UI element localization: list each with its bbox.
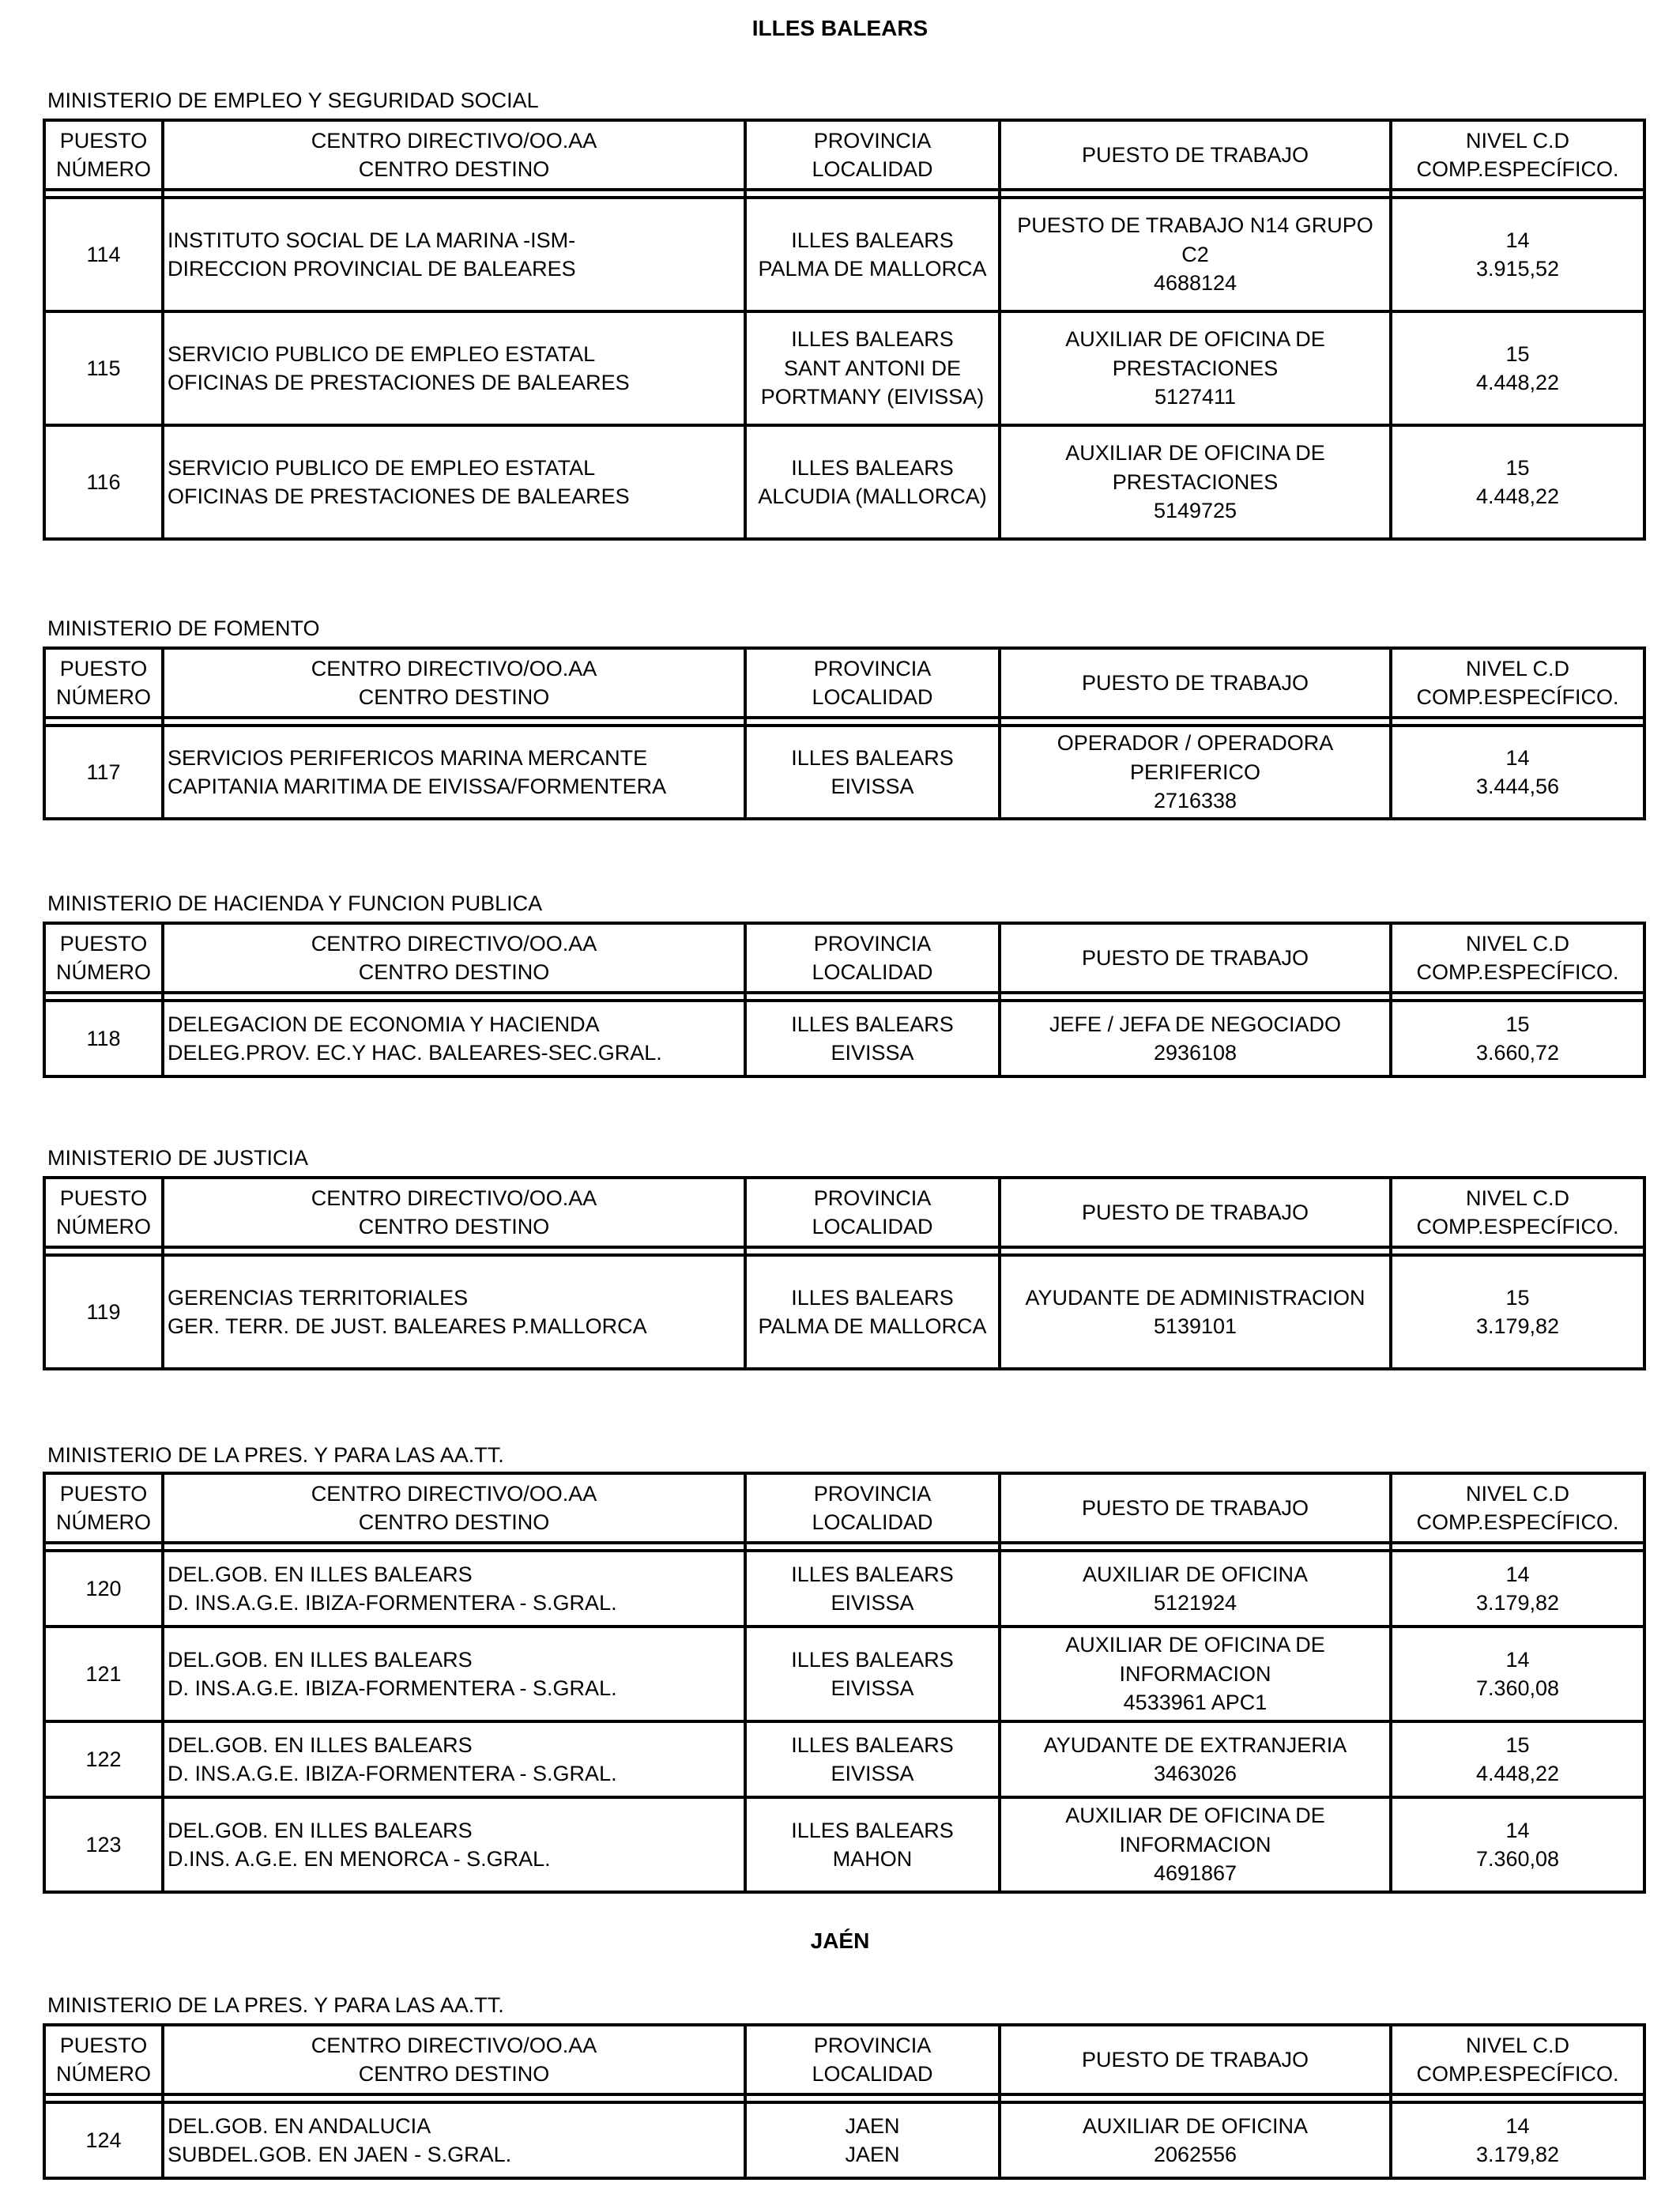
positions-table [43,1176,1646,1370]
comp-especifico: 4.448,22 [1475,371,1560,394]
codigo-puesto: 2062556 [1153,2143,1237,2166]
ministry-name: MINISTERIO DE FOMENTO [47,616,320,640]
header-centro-directivo: CENTRO DIRECTIVO/OO.AA [311,128,597,153]
centro-destino: D. INS.A.G.E. IBIZA-FORMENTERA - S.GRAL. [168,1762,617,1785]
provincia: ILLES BALEARS [791,228,954,252]
table-header [44,648,1644,718]
header-provincia-localidad [745,120,1000,190]
comp-especifico: 3.179,82 [1475,1314,1560,1338]
nivel-cell [1391,1627,1644,1721]
positions-table [43,2023,1646,2180]
puesto-cell [1000,1001,1391,1076]
puesto-numero: 119 [44,1255,163,1369]
header-puesto-trabajo: PUESTO DE TRABAJO [1000,1178,1391,1247]
table-row [44,1255,1644,1369]
comp-especifico: 4.448,22 [1475,484,1560,508]
codigo-puesto: 5139101 [1153,1314,1237,1338]
provincia-cell [745,1001,1000,1076]
centro-cell [163,311,745,425]
header-numero: NÚMERO [56,2062,151,2086]
puesto-trabajo: OPERADOR / OPERADORA PERIFERICO [1057,731,1334,784]
centro-destino: D. INS.A.G.E. IBIZA-FORMENTERA - S.GRAL. [168,1591,617,1615]
puesto-numero: 123 [44,1797,163,1892]
puesto-cell [1000,1255,1391,1369]
codigo-puesto: 2716338 [1153,789,1237,813]
header-provincia: PROVINCIA [813,2033,932,2057]
localidad: JAEN [845,2143,900,2166]
codigo-puesto: 4533961 APC1 [1123,1691,1268,1715]
ministry-name: MINISTERIO DE LA PRES. Y PARA LAS AA.TT. [47,1993,504,2017]
header-puesto-trabajo: PUESTO DE TRABAJO [1000,2025,1391,2094]
provincia: ILLES BALEARS [791,1647,954,1672]
header-puesto-trabajo: PUESTO DE TRABAJO [1000,120,1391,190]
header-nivel: NIVEL C.D [1465,2033,1570,2057]
localidad: ALCUDIA (MALLORCA) [758,484,987,508]
provincia: ILLES BALEARS [791,1285,954,1310]
centro-directivo: INSTITUTO SOCIAL DE LA MARINA -ISM- [168,228,576,252]
header-centro [163,2025,745,2094]
puesto-trabajo: AUXILIAR DE OFICINA DE PRESTACIONES [1065,441,1325,494]
table-header [44,923,1644,993]
centro-cell [163,1001,745,1076]
header-nivel-comp [1391,2025,1644,2094]
centro-cell [163,1551,745,1627]
header-centro-destino: CENTRO DESTINO [358,1215,550,1238]
comp-especifico: 3.660,72 [1475,1041,1560,1065]
puesto-numero: 120 [44,1551,163,1627]
header-centro [163,1473,745,1543]
nivel-cell [1391,2102,1644,2178]
header-centro-directivo: CENTRO DIRECTIVO/OO.AA [311,656,597,680]
centro-directivo: GERENCIAS TERRITORIALES [168,1285,469,1310]
region-title: JAÉN [810,1928,870,1953]
puesto-numero: 122 [44,1721,163,1797]
positions-table [43,119,1646,541]
header-nivel-comp [1391,923,1644,993]
comp-especifico: 3.444,56 [1475,775,1560,798]
nivel-cd: 14 [1505,745,1530,770]
nivel-cell [1391,198,1644,311]
header-nivel-comp [1391,120,1644,190]
header-centro-directivo: CENTRO DIRECTIVO/OO.AA [311,931,597,956]
centro-cell [163,1627,745,1721]
table-row [44,726,1644,819]
puesto-trabajo: AUXILIAR DE OFICINA DE INFORMACION [1065,1633,1325,1686]
puesto-trabajo: PUESTO DE TRABAJO N14 GRUPO C2 [1017,213,1373,266]
table-row [44,1001,1644,1076]
nivel-cell [1391,311,1644,425]
localidad: PALMA DE MALLORCA [758,257,987,281]
centro-directivo: DEL.GOB. EN ILLES BALEARS [168,1732,473,1757]
nivel-cell [1391,1721,1644,1797]
centro-directivo: DEL.GOB. EN ILLES BALEARS [168,1647,473,1672]
centro-directivo: SERVICIO PUBLICO DE EMPLEO ESTATAL [168,341,596,366]
localidad: EIVISSA [831,1591,914,1615]
header-comp: COMP.ESPECÍFICO. [1416,960,1619,984]
centro-destino: D.INS. A.G.E. EN MENORCA - S.GRAL. [168,1847,551,1871]
centro-directivo: DEL.GOB. EN ILLES BALEARS [168,1562,473,1586]
header-provincia-localidad [745,1473,1000,1543]
header-centro-destino: CENTRO DESTINO [358,960,550,984]
header-separator [44,718,1644,726]
header-nivel-comp [1391,1473,1644,1543]
centro-cell [163,2102,745,2178]
provincia-cell [745,726,1000,819]
centro-destino: DELEG.PROV. EC.Y HAC. BALEARES-SEC.GRAL. [168,1041,662,1065]
header-comp: COMP.ESPECÍFICO. [1416,1510,1619,1534]
codigo-puesto: 5121924 [1153,1591,1237,1615]
puesto-numero: 115 [44,311,163,425]
header-separator [44,190,1644,198]
header-comp: COMP.ESPECÍFICO. [1416,1215,1619,1238]
header-comp: COMP.ESPECÍFICO. [1416,157,1619,181]
nivel-cd: 15 [1505,455,1530,480]
nivel-cd: 14 [1505,1647,1530,1672]
centro-destino: SUBDEL.GOB. EN JAEN - S.GRAL. [168,2143,512,2166]
provincia-cell [745,1255,1000,1369]
localidad: EIVISSA [831,1041,914,1065]
table-header [44,1178,1644,1247]
header-nivel: NIVEL C.D [1465,1186,1570,1210]
centro-cell [163,198,745,311]
puesto-cell [1000,1797,1391,1892]
header-localidad: LOCALIDAD [812,960,933,984]
header-centro-directivo: CENTRO DIRECTIVO/OO.AA [311,1186,597,1210]
table-row [44,2102,1644,2178]
provincia: ILLES BALEARS [791,1012,954,1036]
header-provincia: PROVINCIA [813,1481,932,1506]
header-numero: NÚMERO [56,157,151,181]
header-localidad: LOCALIDAD [812,2062,933,2086]
nivel-cell [1391,1797,1644,1892]
centro-destino: GER. TERR. DE JUST. BALEARES P.MALLORCA [168,1314,647,1338]
puesto-trabajo: AUXILIAR DE OFICINA [1082,2113,1309,2138]
header-puesto-numero [44,2025,163,2094]
header-centro [163,648,745,718]
header-nivel-comp [1391,648,1644,718]
nivel-cd: 15 [1505,341,1530,366]
nivel-cd: 14 [1505,2113,1530,2138]
codigo-puesto: 5127411 [1154,385,1237,409]
provincia: ILLES BALEARS [791,1818,954,1842]
positions-table [43,647,1646,820]
header-puesto-numero [44,648,163,718]
positions-table [43,1472,1646,1894]
header-comp: COMP.ESPECÍFICO. [1416,2062,1619,2086]
region-title: ILLES BALEARS [751,16,929,40]
header-puesto: PUESTO [59,931,148,956]
header-centro [163,120,745,190]
centro-cell [163,1255,745,1369]
header-provincia: PROVINCIA [813,1186,932,1210]
codigo-puesto: 4691867 [1153,1861,1237,1886]
codigo-puesto: 4688124 [1153,271,1237,296]
header-puesto-trabajo: PUESTO DE TRABAJO [1000,923,1391,993]
header-separator [44,993,1644,1001]
nivel-cell [1391,1551,1644,1627]
table-row [44,1721,1644,1797]
header-centro-directivo: CENTRO DIRECTIVO/OO.AA [311,2033,597,2057]
header-puesto-trabajo: PUESTO DE TRABAJO [1000,1473,1391,1543]
header-centro [163,1178,745,1247]
nivel-cd: 14 [1505,1818,1530,1842]
header-nivel: NIVEL C.D [1465,1481,1570,1506]
provincia: ILLES BALEARS [791,1732,954,1757]
localidad: SANT ANTONI DE PORTMANY (EIVISSA) [760,356,985,409]
centro-directivo: SERVICIO PUBLICO DE EMPLEO ESTATAL [168,455,596,480]
localidad: MAHON [832,1847,913,1871]
centro-destino: CAPITANIA MARITIMA DE EIVISSA/FORMENTERA [168,775,667,798]
centro-cell [163,726,745,819]
puesto-trabajo: AUXILIAR DE OFICINA DE INFORMACION [1065,1804,1325,1857]
header-provincia: PROVINCIA [813,656,932,680]
table-row [44,1797,1644,1892]
header-provincia-localidad [745,1178,1000,1247]
provincia-cell [745,198,1000,311]
puesto-numero: 117 [44,726,163,819]
provincia: JAEN [845,2113,900,2138]
nivel-cell [1391,425,1644,539]
provincia: ILLES BALEARS [791,327,954,352]
comp-especifico: 3.179,82 [1475,2143,1560,2166]
localidad: EIVISSA [831,1676,914,1700]
table-row [44,1627,1644,1721]
provincia: ILLES BALEARS [791,455,954,480]
header-nivel: NIVEL C.D [1465,128,1570,153]
header-provincia-localidad [745,648,1000,718]
centro-cell [163,1797,745,1892]
header-numero: NÚMERO [56,960,151,984]
codigo-puesto: 3463026 [1153,1762,1237,1785]
header-nivel: NIVEL C.D [1465,931,1570,956]
provincia-cell [745,311,1000,425]
ministry-name: MINISTERIO DE HACIENDA Y FUNCION PUBLICA [47,892,543,915]
nivel-cell [1391,1255,1644,1369]
table-header [44,120,1644,190]
header-provincia: PROVINCIA [813,931,932,956]
centro-destino: DIRECCION PROVINCIAL DE BALEARES [168,257,576,281]
positions-table [43,922,1646,1078]
comp-especifico: 7.360,08 [1475,1847,1560,1871]
header-puesto-trabajo: PUESTO DE TRABAJO [1000,648,1391,718]
puesto-trabajo: AYUDANTE DE EXTRANJERIA [1043,1732,1347,1757]
centro-destino: D. INS.A.G.E. IBIZA-FORMENTERA - S.GRAL. [168,1676,617,1700]
header-provincia-localidad [745,923,1000,993]
puesto-trabajo: JEFE / JEFA DE NEGOCIADO [1049,1012,1342,1036]
header-nivel-comp [1391,1178,1644,1247]
header-numero: NÚMERO [56,685,151,709]
provincia-cell [745,2102,1000,2178]
ministry-name: MINISTERIO DE EMPLEO Y SEGURIDAD SOCIAL [47,89,539,112]
provincia-cell [745,1721,1000,1797]
puesto-cell [1000,425,1391,539]
header-separator [44,2094,1644,2102]
centro-directivo: DEL.GOB. EN ILLES BALEARS [168,1818,473,1842]
ministry-name: MINISTERIO DE JUSTICIA [47,1146,309,1170]
puesto-cell [1000,2102,1391,2178]
table-row [44,425,1644,539]
provincia: ILLES BALEARS [791,745,954,770]
header-puesto-numero [44,923,163,993]
puesto-cell [1000,726,1391,819]
nivel-cd: 15 [1505,1012,1530,1036]
header-provincia-localidad [745,2025,1000,2094]
puesto-numero: 124 [44,2102,163,2178]
centro-cell [163,425,745,539]
header-centro-destino: CENTRO DESTINO [358,157,550,181]
header-localidad: LOCALIDAD [812,1510,933,1534]
table-row [44,198,1644,311]
nivel-cd: 14 [1505,228,1530,252]
nivel-cell [1391,1001,1644,1076]
header-nivel: NIVEL C.D [1465,656,1570,680]
comp-especifico: 3.179,82 [1475,1591,1560,1615]
ministry-name: MINISTERIO DE LA PRES. Y PARA LAS AA.TT. [47,1443,504,1467]
header-numero: NÚMERO [56,1215,151,1238]
puesto-numero: 114 [44,198,163,311]
localidad: PALMA DE MALLORCA [758,1314,987,1338]
header-separator [44,1543,1644,1551]
header-puesto-numero [44,1473,163,1543]
puesto-cell [1000,1551,1391,1627]
centro-destino: OFICINAS DE PRESTACIONES DE BALEARES [168,371,630,394]
puesto-trabajo: AUXILIAR DE OFICINA [1082,1562,1309,1586]
header-comp: COMP.ESPECÍFICO. [1416,685,1619,709]
header-centro-directivo: CENTRO DIRECTIVO/OO.AA [311,1481,597,1506]
header-provincia: PROVINCIA [813,128,932,153]
header-puesto-numero [44,1178,163,1247]
header-localidad: LOCALIDAD [812,685,933,709]
header-centro [163,923,745,993]
puesto-cell [1000,1627,1391,1721]
header-centro-destino: CENTRO DESTINO [358,1510,550,1534]
puesto-trabajo: AYUDANTE DE ADMINISTRACION [1025,1285,1365,1310]
provincia-cell [745,1797,1000,1892]
nivel-cd: 15 [1505,1285,1530,1310]
table-row [44,1551,1644,1627]
provincia-cell [745,1627,1000,1721]
puesto-cell [1000,311,1391,425]
header-puesto: PUESTO [59,1186,148,1210]
puesto-trabajo: AUXILIAR DE OFICINA DE PRESTACIONES [1065,327,1325,380]
header-centro-destino: CENTRO DESTINO [358,2062,550,2086]
header-separator [44,1247,1644,1255]
header-puesto-numero [44,120,163,190]
header-centro-destino: CENTRO DESTINO [358,685,550,709]
table-header [44,1473,1644,1543]
table-row [44,311,1644,425]
nivel-cd: 14 [1505,1562,1530,1586]
header-puesto: PUESTO [59,2033,148,2057]
provincia-cell [745,1551,1000,1627]
header-puesto: PUESTO [59,656,148,680]
provincia-cell [745,425,1000,539]
header-puesto: PUESTO [59,128,148,153]
puesto-cell [1000,198,1391,311]
header-localidad: LOCALIDAD [812,1215,933,1238]
centro-destino: OFICINAS DE PRESTACIONES DE BALEARES [168,484,630,508]
puesto-numero: 121 [44,1627,163,1721]
centro-cell [163,1721,745,1797]
nivel-cd: 15 [1505,1732,1530,1757]
table-header [44,2025,1644,2094]
centro-directivo: DELEGACION DE ECONOMIA Y HACIENDA [168,1012,600,1036]
codigo-puesto: 5149725 [1153,499,1237,523]
codigo-puesto: 2936108 [1153,1041,1237,1065]
comp-especifico: 3.915,52 [1475,257,1560,281]
localidad: EIVISSA [831,775,914,798]
header-puesto: PUESTO [59,1481,148,1506]
puesto-numero: 118 [44,1001,163,1076]
centro-directivo: SERVICIOS PERIFERICOS MARINA MERCANTE [168,745,648,770]
header-numero: NÚMERO [56,1510,151,1534]
comp-especifico: 7.360,08 [1475,1676,1560,1700]
comp-especifico: 4.448,22 [1475,1762,1560,1785]
puesto-numero: 116 [44,425,163,539]
puesto-cell [1000,1721,1391,1797]
centro-directivo: DEL.GOB. EN ANDALUCIA [168,2113,431,2138]
header-localidad: LOCALIDAD [812,157,933,181]
localidad: EIVISSA [831,1762,914,1785]
provincia: ILLES BALEARS [791,1562,954,1586]
nivel-cell [1391,726,1644,819]
